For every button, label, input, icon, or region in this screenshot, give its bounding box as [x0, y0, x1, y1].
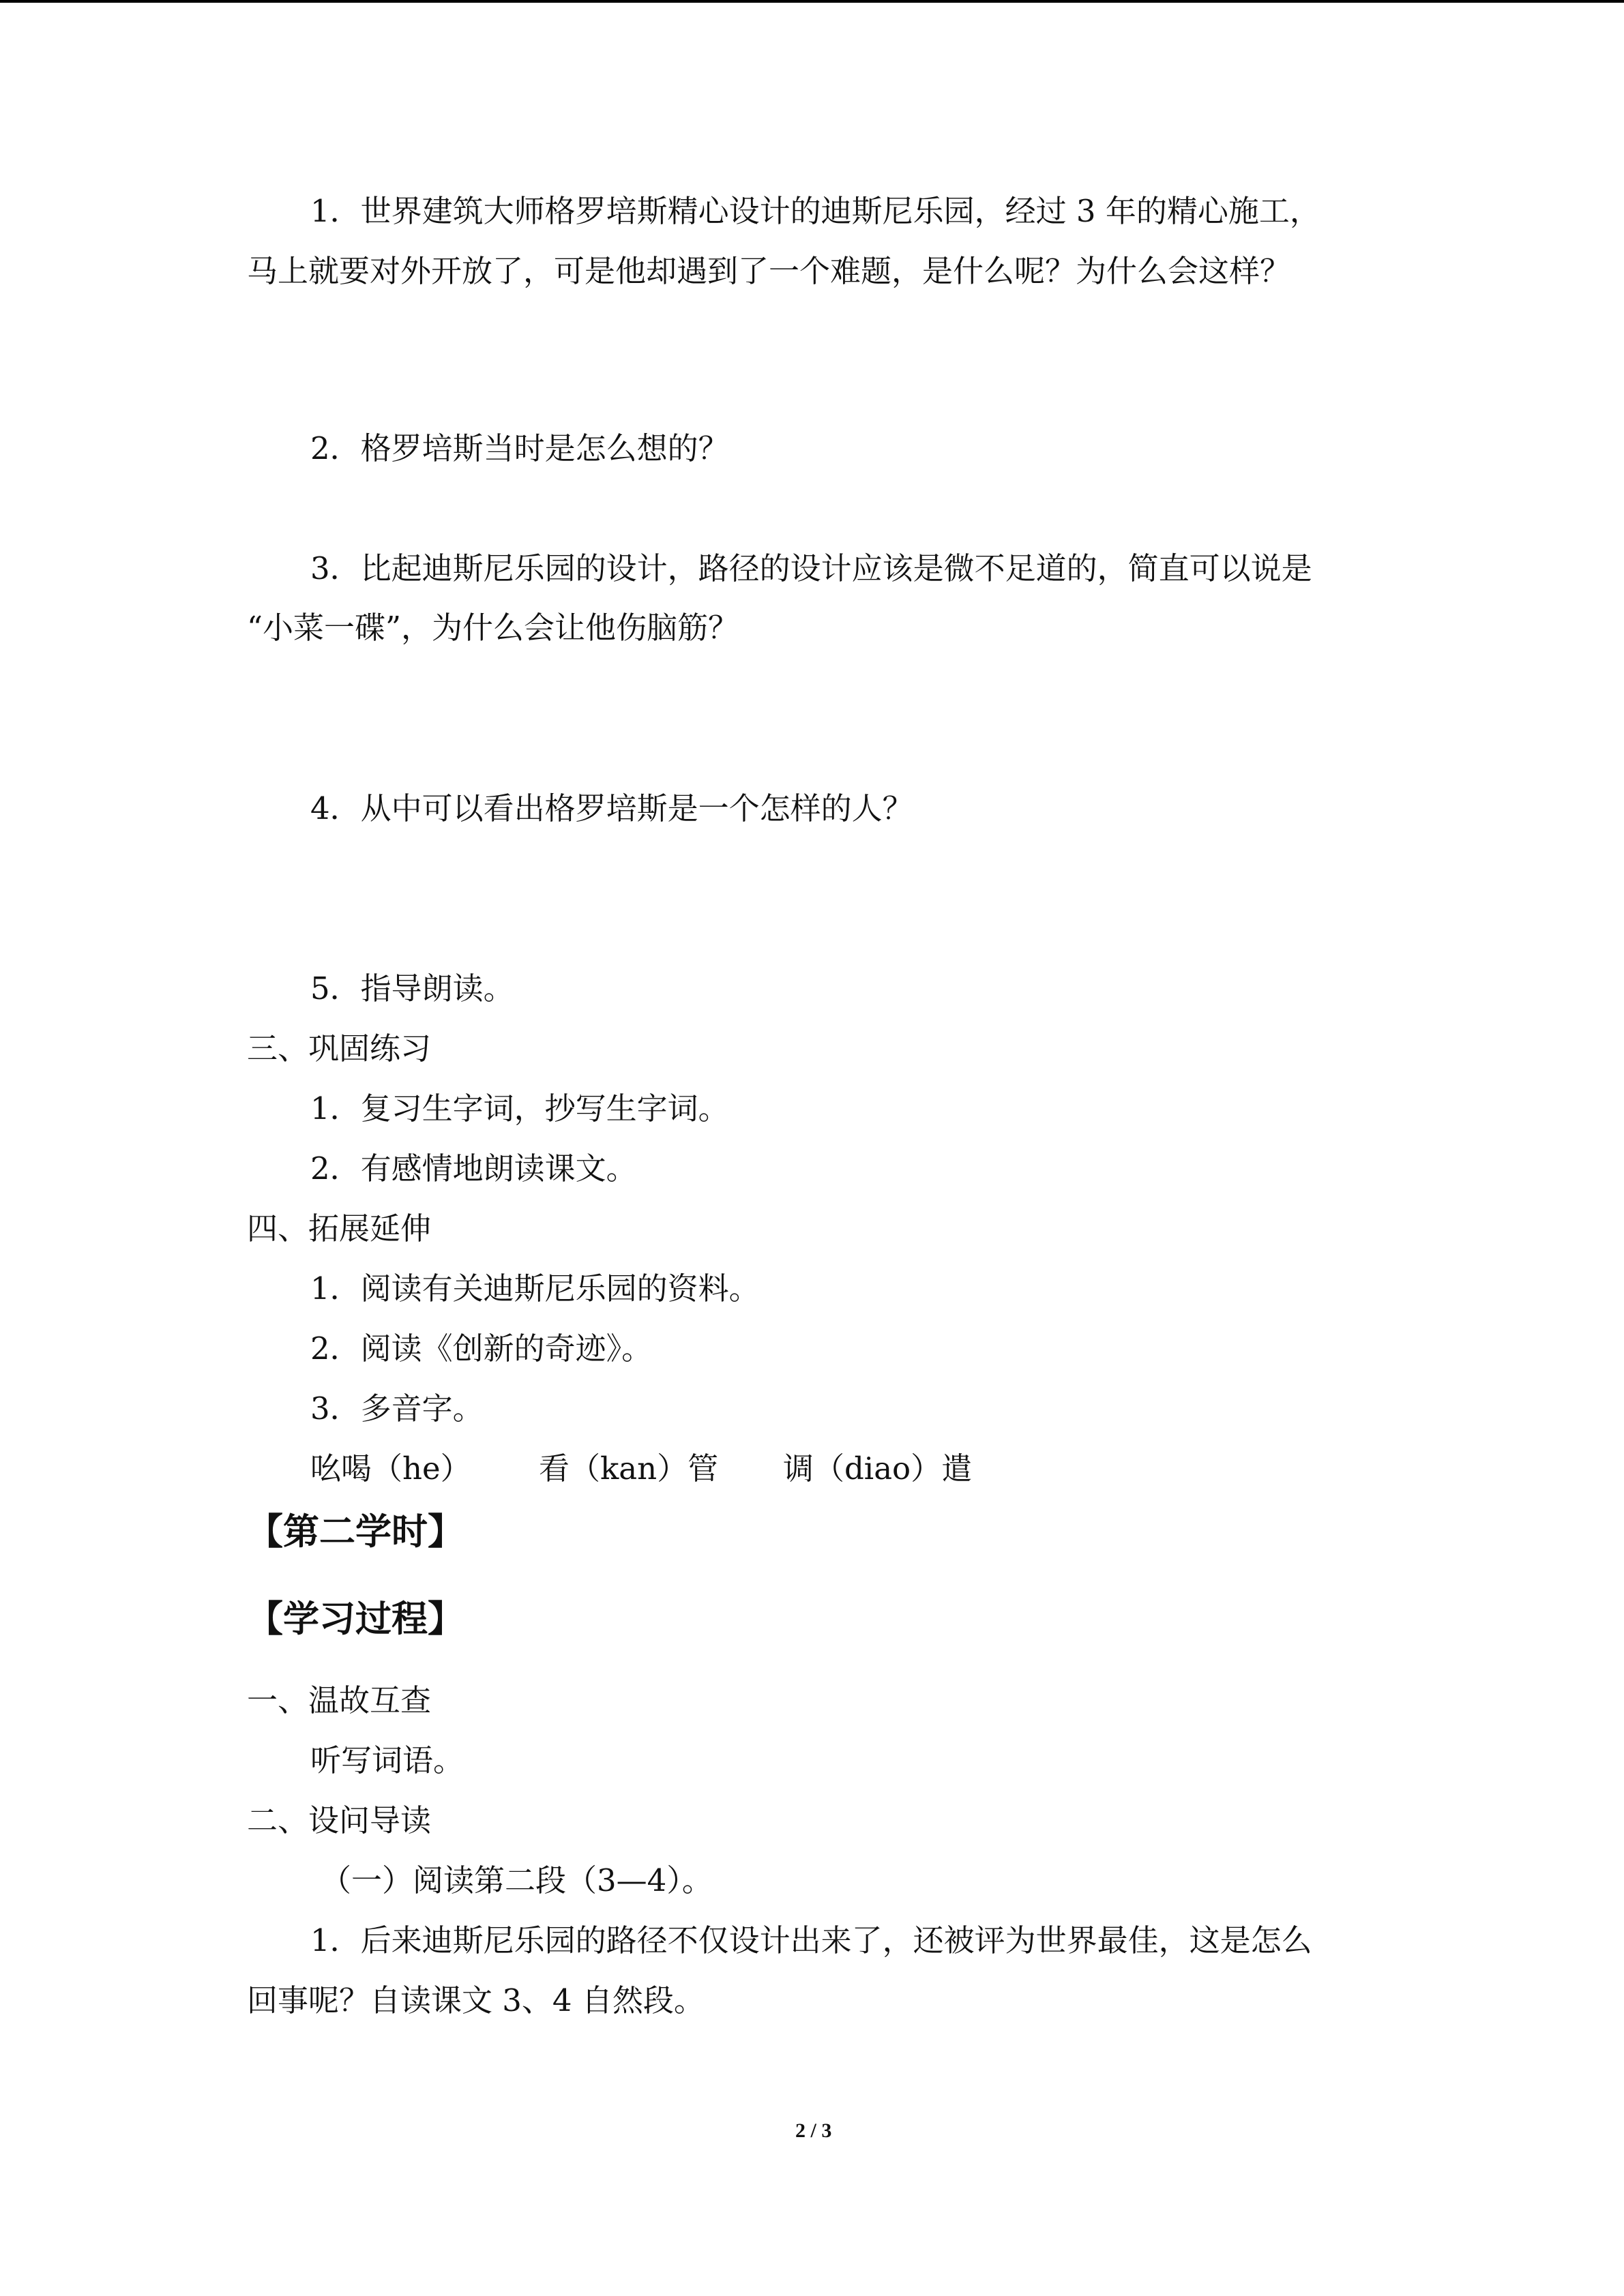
question-1-line-1: 1．世界建筑大师格罗培斯精心设计的迪斯尼乐园，经过 3 年的精心施工，	[310, 193, 1320, 229]
part-1-item: 听写词语。	[310, 1742, 464, 1778]
part-2-question-1-line-1: 1．后来迪斯尼乐园的路径不仅设计出来了，还被评为世界最佳，这是怎么	[310, 1922, 1312, 1958]
lesson-2-title: 【第二学时】	[247, 1511, 464, 1553]
top-border	[0, 0, 1624, 3]
page-number: 2 / 3	[795, 2119, 832, 2142]
section-4-item-1: 1．阅读有关迪斯尼乐园的资料。	[310, 1270, 760, 1307]
polyphone-2: 看（kan）管	[539, 1450, 719, 1487]
section-3-item-2: 2．有感情地朗读课文。	[310, 1150, 637, 1187]
question-2: 2．格罗培斯当时是怎么想的？	[310, 430, 729, 466]
section-4-heading: 四、拓展延伸	[247, 1210, 432, 1247]
question-3-line-1: 3．比起迪斯尼乐园的设计，路径的设计应该是微不足道的，简直可以说是	[310, 550, 1312, 586]
section-3-heading: 三、巩固练习	[247, 1030, 432, 1067]
part-2-subheading: （一）阅读第二段（3—4）。	[321, 1862, 713, 1898]
question-4: 4．从中可以看出格罗培斯是一个怎样的人？	[310, 790, 913, 826]
part-1-heading: 一、温故互查	[247, 1682, 432, 1718]
question-3-line-2: “小菜一碟”，为什么会让他伤脑筋？	[247, 610, 739, 646]
question-5: 5．指导朗读。	[310, 970, 514, 1007]
polyphone-1: 吆喝（he）	[310, 1450, 471, 1487]
section-3-item-1: 1．复习生字词，抄写生字词。	[310, 1090, 729, 1127]
part-2-question-1-line-2: 回事呢？自读课文 3、4 自然段。	[247, 1982, 705, 2018]
section-4-item-2: 2．阅读《创新的奇迹》。	[310, 1330, 653, 1367]
polyphone-3: 调（diao）遣	[783, 1450, 973, 1487]
learning-process-title: 【学习过程】	[247, 1598, 464, 1640]
part-2-heading: 二、设问导读	[247, 1802, 432, 1838]
section-4-item-3: 3．多音字。	[310, 1390, 484, 1427]
question-1-line-2: 马上就要对外开放了，可是他却遇到了一个难题，是什么呢？为什么会这样？	[247, 253, 1291, 289]
